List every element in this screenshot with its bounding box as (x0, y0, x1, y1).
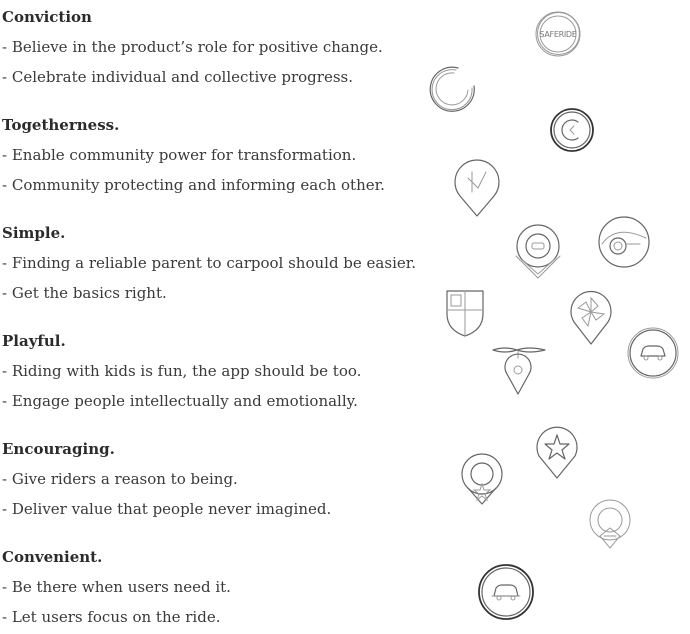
value-item: - Get the basics right. (2, 284, 167, 302)
shield-pin-icon (452, 158, 502, 220)
value-section-conviction (2, 2, 422, 92)
value-item: - Engage people intellectually and emotionally. (2, 392, 358, 410)
value-section-encouraging (2, 434, 422, 524)
value-section-convenient (2, 542, 422, 632)
value-heading: Playful. (2, 332, 66, 350)
value-item: - Celebrate individual and collective progress. (2, 68, 353, 86)
value-heading: Conviction (2, 8, 92, 26)
c-coin-icon (548, 106, 596, 154)
value-item: - Give riders a reason to being. (2, 470, 238, 488)
car-circle-icon (626, 326, 680, 380)
value-item: - Community protecting and informing each other. (2, 176, 385, 194)
car-pin-icon (512, 222, 568, 282)
car-wheel-icon (596, 214, 652, 270)
pinwheel-pin-icon (568, 290, 614, 348)
crest-shield-icon (444, 288, 486, 338)
logo-sketches (420, 0, 690, 634)
open-ring-icon (428, 64, 478, 114)
diamond-ring-pin-icon (586, 498, 634, 554)
value-heading: Convenient. (2, 548, 103, 566)
value-heading: Togetherness. (2, 116, 120, 134)
badge-text: SAFERIDE (539, 30, 577, 39)
values-list (2, 0, 422, 632)
star-ring-pin-icon (458, 452, 506, 508)
value-item: - Believe in the product’s role for positive change. (2, 38, 383, 56)
star-pin-icon (534, 426, 580, 482)
value-heading: Simple. (2, 224, 66, 242)
value-item: - Deliver value that people never imagined. (2, 500, 332, 518)
value-item: - Let users focus on the ride. (2, 608, 221, 626)
value-item: - Riding with kids is fun, the app should be too. (2, 362, 362, 380)
car-coin-icon (476, 562, 536, 622)
value-item: - Be there when users need it. (2, 578, 231, 596)
value-item: - Enable community power for transformation. (2, 146, 357, 164)
propeller-pin-icon (490, 344, 548, 398)
saferide-badge-icon (534, 10, 582, 58)
value-item: - Finding a reliable parent to carpool should be easier. (2, 254, 417, 272)
value-section-playful (2, 326, 422, 416)
value-section-togetherness (2, 110, 422, 200)
value-section-simple (2, 218, 422, 308)
value-heading: Encouraging. (2, 440, 115, 458)
